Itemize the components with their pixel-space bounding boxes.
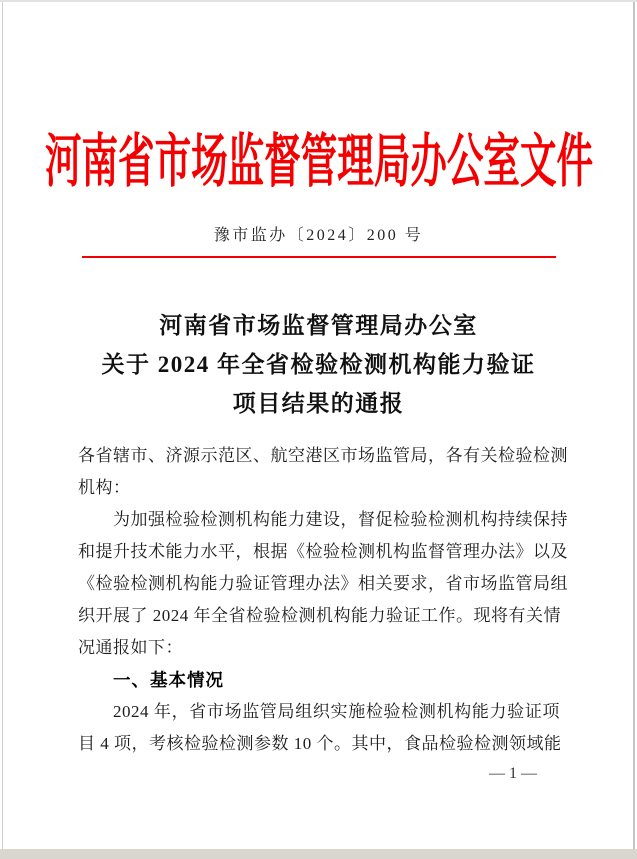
letterhead-text: 河南省市场监督管理局办公室文件 bbox=[44, 129, 593, 194]
body-line: 为加强检验检测机构能力建设，督促检验检测机构持续保持 bbox=[113, 510, 568, 529]
page-number: — 1 — bbox=[489, 765, 537, 782]
document-title-line-1: 河南省市场监督管理局办公室 bbox=[159, 313, 478, 338]
section-heading: 一、基本情况 bbox=[113, 670, 224, 690]
document-title-line-2: 关于 2024 年全省检验检测机构能力验证 bbox=[101, 352, 536, 377]
document-title bbox=[0, 306, 637, 423]
body-line: 织开展了 2024 年全省检验检测机构能力验证工作。现将有关情 bbox=[78, 606, 561, 625]
body-line: 目 4 项，考核检验检测参数 10 个。其中，食品检验检测领域能 bbox=[78, 734, 562, 753]
page-edge-top bbox=[0, 0, 637, 2]
document-number: 豫市监办〔2024〕200 号 bbox=[213, 227, 424, 244]
salutation-line-1: 各省辖市、济源示范区、航空港区市场监管局，各有关检验检测 bbox=[78, 446, 568, 465]
body-line: 况通报如下： bbox=[78, 638, 183, 657]
document-title-line-3: 项目结果的通报 bbox=[232, 391, 405, 416]
red-divider bbox=[82, 256, 556, 258]
letterhead bbox=[0, 126, 637, 198]
document-body bbox=[78, 440, 568, 760]
body-line: 和提升技术能力水平，根据《检验检测机构监督管理办法》以及 bbox=[78, 542, 568, 561]
page-edge-bottom bbox=[0, 849, 637, 859]
body-line: 《检验检测机构能力验证管理办法》相关要求，省市场监管局组 bbox=[78, 574, 568, 593]
salutation-line-2: 机构： bbox=[78, 478, 131, 497]
body-line: 2024 年，省市场监管局组织实施检验检测机构能力验证项 bbox=[113, 702, 560, 721]
